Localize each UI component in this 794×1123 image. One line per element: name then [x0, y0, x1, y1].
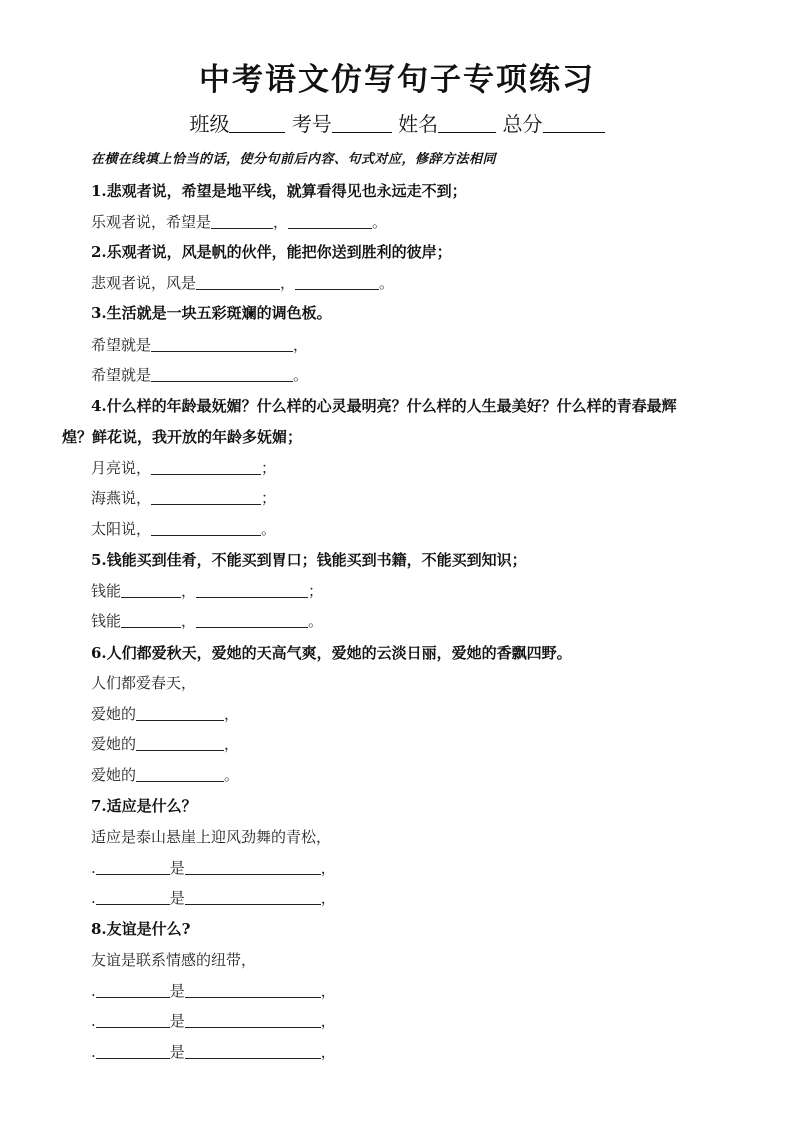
question-6-answer-line-2: 爱她的 ， — [91, 735, 240, 753]
question-7-answer-line-1: . 是 ， — [91, 859, 336, 877]
answer-blank[interactable] — [196, 581, 308, 598]
answer-blank[interactable] — [96, 888, 170, 905]
answer-blank[interactable] — [185, 858, 321, 875]
answer-blank[interactable] — [136, 704, 224, 721]
question-8-prompt: 8.友谊是什么? — [91, 920, 191, 938]
page-title: 中考语文仿写句子专项练习 — [199, 62, 595, 98]
question-6-intro-line: 人们都爱春天， — [91, 674, 197, 692]
score-blank[interactable] — [543, 112, 605, 133]
answer-blank[interactable] — [121, 611, 181, 628]
question-8-answer-line-1: . 是 ， — [91, 982, 336, 1000]
instruction-text: 在横在线填上恰当的话，使分句前后内容、句式对应，修辞方法相同 — [91, 152, 497, 167]
answer-blank[interactable] — [185, 981, 321, 998]
question-5-prompt: 5.钱能买到佳肴，不能买到胃口；钱能买到书籍，不能买到知识； — [91, 551, 527, 569]
student-info-row — [0, 108, 794, 140]
class-blank[interactable] — [229, 112, 285, 133]
answer-blank[interactable] — [211, 212, 273, 229]
question-5-answer-line-2: 钱能 ， 。 — [91, 612, 324, 630]
question-7-prompt: 7.适应是什么？ — [91, 797, 197, 815]
question-8-intro-line: 友谊是联系情感的纽带， — [91, 951, 257, 969]
question-4-prompt-line-2: 煌？鲜花说，我开放的年龄多妩媚； — [62, 428, 303, 446]
answer-blank[interactable] — [151, 458, 261, 475]
question-4-answer-swallow: 海燕说， ； — [91, 489, 277, 507]
answer-blank[interactable] — [151, 519, 261, 536]
answer-blank[interactable] — [288, 212, 372, 229]
number-blank[interactable] — [332, 112, 392, 133]
name-blank[interactable] — [438, 112, 496, 133]
answer-blank[interactable] — [151, 488, 261, 505]
answer-blank[interactable] — [196, 611, 308, 628]
answer-blank[interactable] — [96, 858, 170, 875]
name-label: 姓名 — [398, 112, 439, 136]
question-6-answer-line-1: 爱她的 ， — [91, 705, 240, 723]
question-2-prompt: 2.乐观者说，风是帆的伙伴，能把你送到胜利的彼岸； — [91, 243, 452, 261]
answer-blank[interactable] — [151, 365, 293, 382]
question-6-prompt: 6.人们都爱秋天，爱她的天高气爽，爱她的云淡日丽，爱她的香飘四野。 — [91, 644, 572, 662]
answer-blank[interactable] — [121, 581, 181, 598]
answer-blank[interactable] — [96, 1042, 170, 1059]
answer-blank[interactable] — [136, 765, 224, 782]
number-label: 考号 — [291, 112, 332, 136]
question-3-answer-line-1: 希望就是 ， — [91, 336, 309, 354]
answer-blank[interactable] — [96, 981, 170, 998]
question-6-answer-line-3: 爱她的 。 — [91, 766, 240, 784]
score-label: 总分 — [502, 112, 543, 136]
question-8-answer-line-3: . 是 ， — [91, 1043, 336, 1061]
question-2-answer-line: 悲观者说，风是 ， 。 — [91, 274, 395, 292]
class-label: 班级 — [189, 112, 230, 136]
question-7-answer-line-2: . 是 ， — [91, 889, 336, 907]
answer-blank[interactable] — [96, 1011, 170, 1028]
answer-blank[interactable] — [185, 888, 321, 905]
answer-blank[interactable] — [185, 1042, 321, 1059]
answer-blank[interactable] — [151, 335, 293, 352]
question-5-answer-line-1: 钱能 ， ； — [91, 582, 324, 600]
question-4-answer-moon: 月亮说， ； — [91, 459, 277, 477]
question-4-answer-sun: 太阳说， 。 — [91, 520, 277, 538]
question-1-answer-line: 乐观者说，希望是 ， 。 — [91, 213, 388, 231]
question-3-answer-line-2: 希望就是 。 — [91, 366, 309, 384]
question-7-intro-line: 适应是泰山悬崖上迎风劲舞的青松， — [91, 828, 332, 846]
answer-blank[interactable] — [185, 1011, 321, 1028]
answer-blank[interactable] — [136, 734, 224, 751]
question-4-prompt-line-1: 4.什么样的年龄最妩媚？什么样的心灵最明亮？什么样的人生最美好？什么样的青春最辉 — [91, 397, 677, 415]
answer-blank[interactable] — [196, 273, 280, 290]
question-3-prompt: 3.生活就是一块五彩斑斓的调色板。 — [91, 304, 332, 322]
question-1-prompt: 1.悲观者说，希望是地平线，就算看得见也永远走不到； — [91, 182, 467, 200]
answer-blank[interactable] — [295, 273, 379, 290]
question-8-answer-line-2: . 是 ， — [91, 1012, 336, 1030]
